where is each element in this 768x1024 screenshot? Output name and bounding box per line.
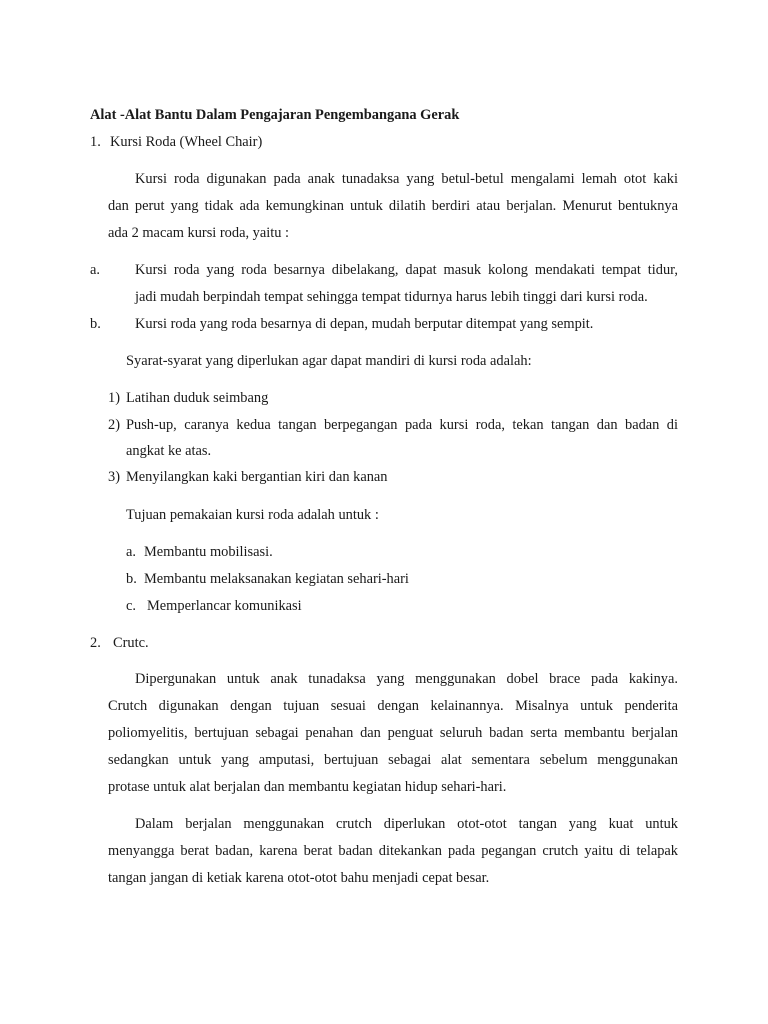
list-item-line: Membantu mobilisasi. [144,544,273,560]
section-number: 2. [90,635,101,651]
list-marker: 2) [108,417,120,433]
list-marker: 3) [108,469,120,485]
list-item-line: Menyilangkan kaki bergantian kiri dan kanan [126,469,388,485]
section-number: 1. [90,134,101,150]
paragraph-line: menyangga berat badan, karena berat badan ditekankan pada pegangan crutch yaitu di telapak [108,843,678,859]
list-marker: b. [90,316,101,332]
paragraph-line: protase untuk alat berjalan dan membantu kegiatan hidup sehari-hari. [108,779,507,795]
paragraph-line: dan perut yang tidak ada kemungkinan untuk dilatih berdiri atau berjalan. Menurut bentuknya [108,198,678,214]
list-item-line: Membantu melaksanakan kegiatan sehari-hari [144,571,409,587]
list-item-line: Kursi roda yang roda besarnya dibelakang, dapat masuk kolong mendakati tempat tidur, [135,262,678,278]
list-marker: c. [126,598,136,614]
list-item-line: jadi mudah berpindah tempat sehingga tempat tidurnya harus lebih tinggi dari kursi roda. [135,289,648,305]
purpose-intro: Tujuan pemakaian kursi roda adalah untuk : [126,507,379,523]
list-marker: 1) [108,390,120,406]
list-item-line: Memperlancar komunikasi [147,598,302,614]
paragraph-line: tangan jangan di ketiak karena otot-otot bahu menjadi cepat besar. [108,870,490,886]
paragraph-line: Kursi roda digunakan pada anak tunadaksa yang betul-betul mengalami lemah otot kaki [135,171,678,187]
list-marker: b. [126,571,137,587]
list-item-line: Push-up, caranya kedua tangan berpegangan pada kursi roda, tekan tangan dan badan di [126,417,678,433]
paragraph-line: Dipergunakan untuk anak tunadaksa yang menggunakan dobel brace pada kakinya. [135,671,678,687]
section-heading: Crutc. [113,635,149,651]
paragraph-line: ada 2 macam kursi roda, yaitu : [108,225,290,241]
list-marker: a. [126,544,136,560]
list-item-line: Latihan duduk seimbang [126,390,269,406]
paragraph-line: Dalam berjalan menggunakan crutch diperlukan otot-otot tangan yang kuat untuk [135,816,678,832]
list-marker: a. [90,262,100,278]
document-title: Alat -Alat Bantu Dalam Pengajaran Pengembangana Gerak [90,107,460,123]
paragraph-line: Crutch digunakan dengan tujuan sesuai dengan kelainannya. Misalnya untuk penderita [108,698,678,714]
requirements-intro: Syarat-syarat yang diperlukan agar dapat mandiri di kursi roda adalah: [126,353,532,369]
section-heading: Kursi Roda (Wheel Chair) [110,134,263,150]
paragraph-line: sedangkan untuk yang amputasi, bertujuan sebagai alat sementara sebelum menggunakan [108,752,678,768]
list-item-line: Kursi roda yang roda besarnya di depan, mudah berputar ditempat yang sempit. [135,316,594,332]
list-item-line: angkat ke atas. [126,443,212,459]
paragraph-line: poliomyelitis, bertujuan sebagai penahan dan penguat seluruh badan serta membantu berjalan [108,725,678,741]
